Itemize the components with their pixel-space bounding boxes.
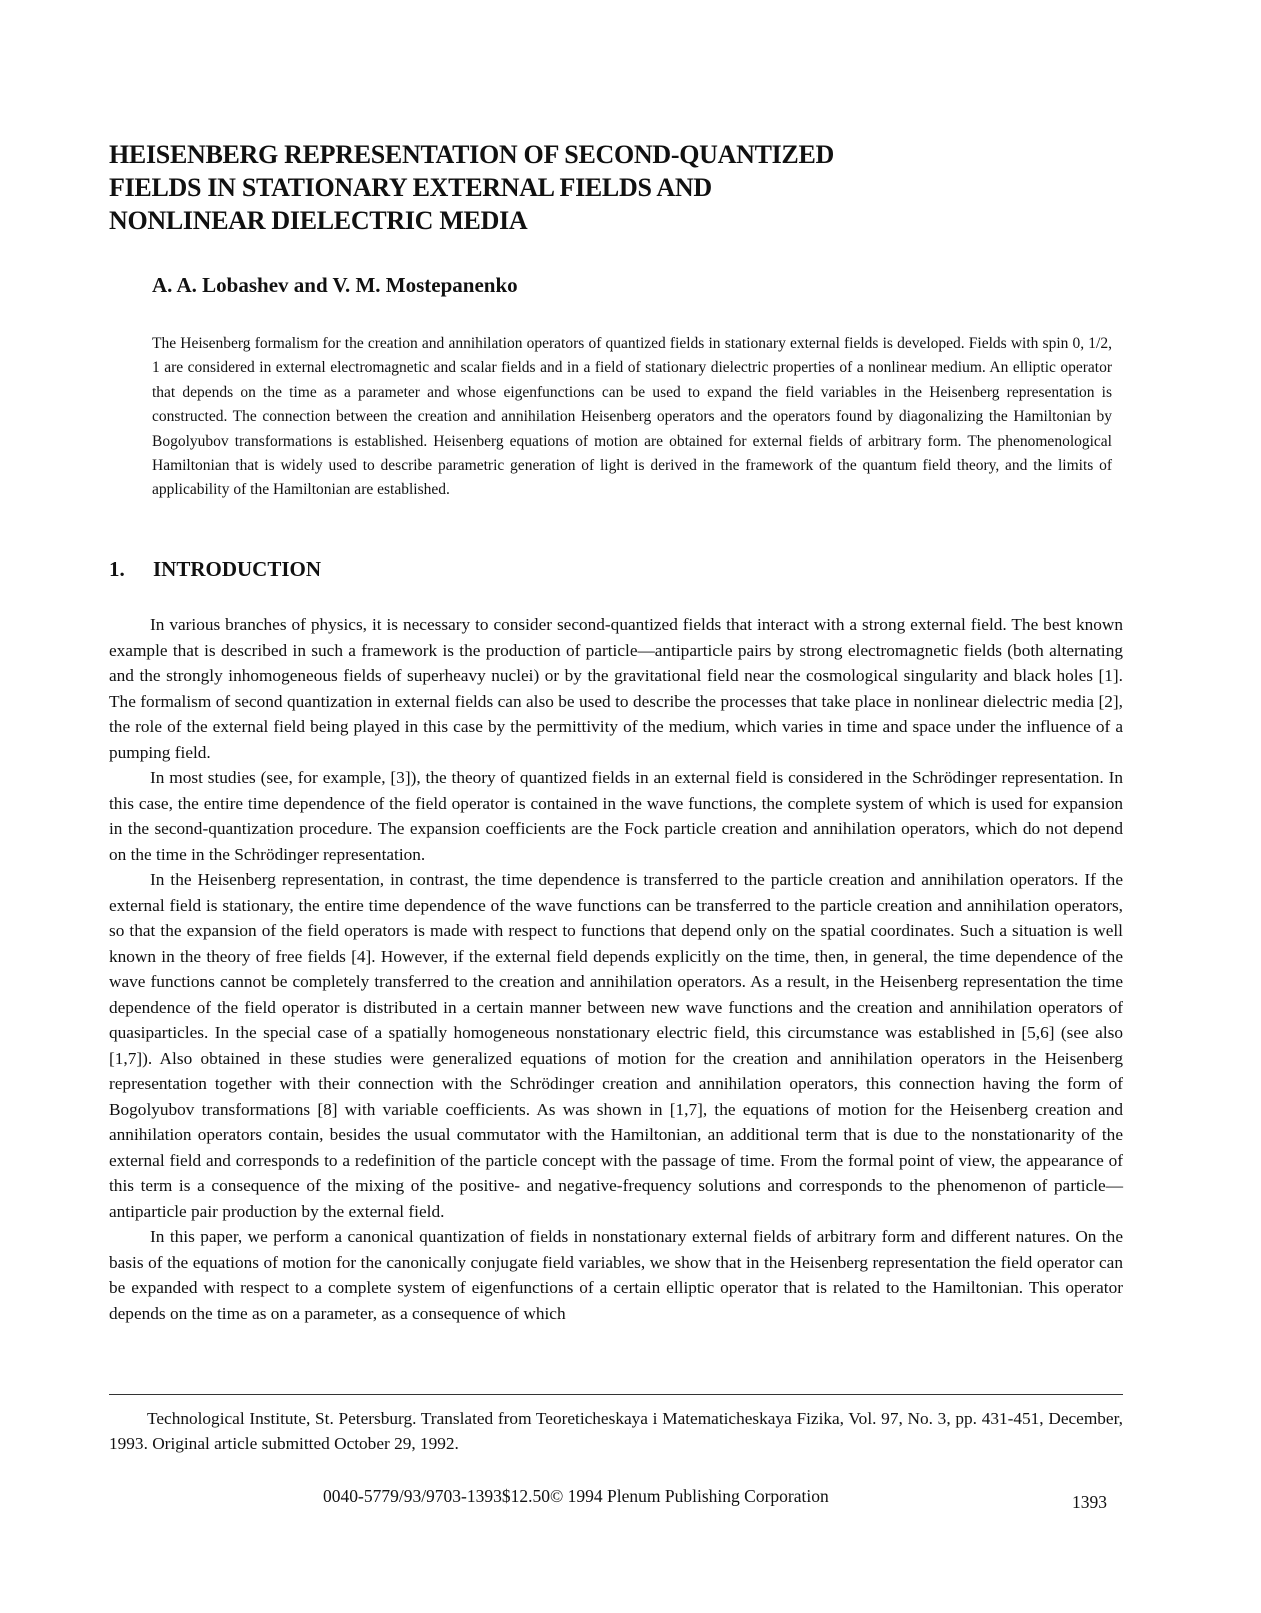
section-heading (109, 557, 321, 582)
section-title: INTRODUCTION (153, 557, 322, 581)
title-line-1: HEISENBERG REPRESENTATION OF SECOND-QUANTIZED (109, 140, 834, 169)
footnote: Technological Institute, St. Petersburg. Translated from Teoreticheskaya i Matematicheskaya Fizika, Vol. 97, No. 3, pp. 431-451, December, 1993. Original article submitted October 29, 1992. (109, 1409, 1123, 1453)
authors: A. A. Lobashev and V. M. Mostepanenko (152, 273, 518, 297)
abstract: The Heisenberg formalism for the creation and annihilation operators of quantized fields in stationary external fields is developed. Fields with spin 0, 1/2, 1 are considered in external electromagnetic and scalar fields and in a field of stationary dielectric properties of a nonlinear medium. An elliptic operator that depends on the time as a parameter and whose eigenfunctions can be used to expand the field variables in the Heisenberg representation is constructed. The connection between the creation and annihilation Heisenberg operators and the operators found by diagonalizing the Hamiltonian by Bogolyubov transformations is established. Heisenberg equations of motion are obtained for external fields of arbitrary form. The phenomenological Hamiltonian that is widely used to describe parametric generation of light is derived in the framework of the quantum field theory, and the limits of applicability of the Hamiltonian are established. (152, 335, 1112, 499)
title-line-2: FIELDS IN STATIONARY EXTERNAL FIELDS AND (109, 173, 712, 202)
body-text (109, 612, 1123, 1326)
paragraph: In this paper, we perform a canonical quantization of fields in nonstationary external fields of arbitrary form and different natures. On the basis of the equations of motion for the canonically conjugate field variables, we show that in the Heisenberg representation the field operator can be expanded with respect to a complete system of eigenfunctions of a certain elliptic operator that is related to the Hamiltonian. This operator depends on the time as on a parameter, as a consequence of which (109, 1227, 1123, 1323)
paragraph: In most studies (see, for example, [3]), the theory of quantized fields in an external field is considered in the Schrödinger representation. In this case, the entire time dependence of the field operator is contained in the wave functions, the complete system of which is used for expansion in the second-quantization procedure. The expansion coefficients are the Fock particle creation and annihilation operators, which do not depend on the time in the Schrödinger representation. (109, 768, 1123, 864)
paper-title (109, 138, 1009, 237)
title-line-3: NONLINEAR DIELECTRIC MEDIA (109, 206, 528, 235)
footnote-divider (109, 1394, 1123, 1395)
copyright-line: 0040-5779/93/9703-1393$12.50© 1994 Plenum Publishing Corporation (323, 1486, 829, 1506)
paragraph: In the Heisenberg representation, in contrast, the time dependence is transferred to the particle creation and annihilation operators. If the external field is stationary, the entire time dependence of the wave functions can be transferred to the particle creation and annihilation operators, so that the expansion of the field operators is made with respect to functions that depend only on the spatial coordinates. Such a situation is well known in the theory of free fields [4]. However, if the external field depends explicitly on the time, then, in general, the time dependence of the wave functions cannot be completely transferred to the creation and annihilation operators. As a result, in the Heisenberg representation the time dependence of the field operator is distributed in a certain manner between new wave functions and the creation and annihilation operators of quasiparticles. In the special case of a spatially homogeneous nonstationary electric field, this circumstance was established in [5,6] (see also [1,7]). Also obtained in these studies were generalized equations of motion for the creation and annihilation operators in the Heisenberg representation together with their connection with the Schrödinger creation and annihilation operators, this connection having the form of Bogolyubov transformations [8] with variable coefficients. As was shown in [1,7], the equations of motion for the Heisenberg creation and annihilation operators contain, besides the usual commutator with the Hamiltonian, an additional term that is due to the nonstationarity of the external field and corresponds to a redefinition of the particle concept with the passage of time. From the formal point of view, the appearance of this term is a consequence of the mixing of the positive- and negative-frequency solutions and corresponds to the phenomenon of particle—antiparticle pair production by the external field. (109, 870, 1123, 1221)
page-number: 1393 (1072, 1492, 1107, 1512)
section-number: 1. (109, 557, 125, 581)
paragraph: In various branches of physics, it is necessary to consider second-quantized fields that interact with a strong external field. The best known example that is described in such a framework is the production of particle—antiparticle pairs by strong electromagnetic fields (both alternating and the strongly inhomogeneous fields of superheavy nuclei) or by the gravitational field near the cosmological singularity and black holes [1]. The formalism of second quantization in external fields can also be used to describe the processes that take place in nonlinear dielectric media [2], the role of the external field being played in this case by the permittivity of the medium, which varies in time and space under the influence of a pumping field. (109, 615, 1123, 762)
